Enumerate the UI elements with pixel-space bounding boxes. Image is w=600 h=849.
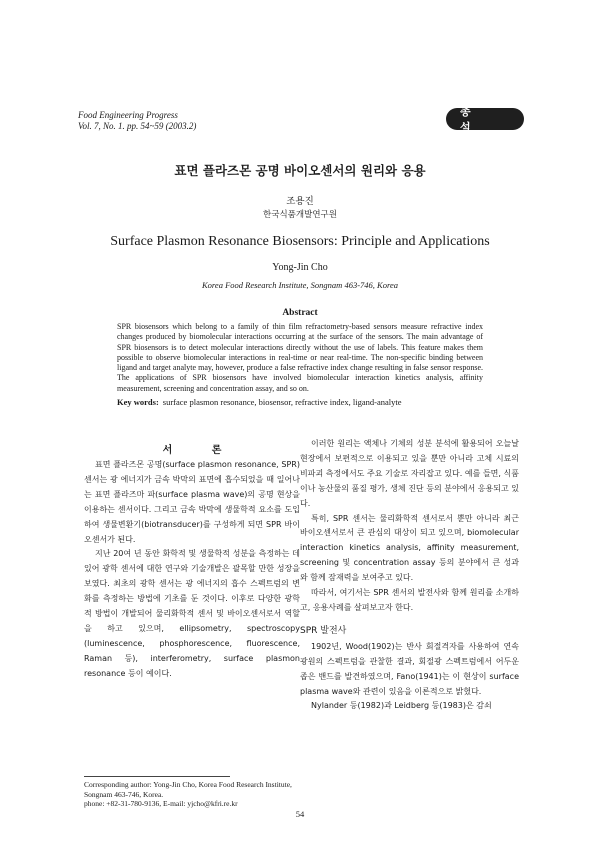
paragraph: 이러한 원리는 액체나 기체의 성분 분석에 활용되어 오늘날 현장에서 보편적으로 이용되고 있을 뿐만 아니라 고체 시료의 비파괴 측정에서도 주요 기술로 자리잡고 있다. 예를 들면, 식품이나 농산물의 품질 평가, 생체 진단 등의 분야에서 응용되고 있다. xyxy=(300,439,519,508)
paragraph: 지난 20여 년 동안 화학적 및 생물학적 성분을 측정하는 데 있어 광학 센서에 대한 연구와 기술개발은 괄목할 만한 성장을 보였다. 최초의 광학 센서는 광 에너지의 흡수 스펙트럼의 변화를 측정하는 방법에 기초를 둔 것이다. 이후로 다양한 광학적 방법이 개발되어 물리화학적 센서 및 바이오센서로서 역할을 하고 있으며, ellipsometry, spectroscopy (luminescence, phosphorescence, fluorescence, Raman 등), interferometry, surface plasmon resonance 등이 예이다. xyxy=(84,549,300,678)
keywords-text: surface plasmon resonance, biosensor, refractive index, ligand-analyte xyxy=(162,397,402,407)
section-heading-intro: 서 론 xyxy=(162,445,240,456)
footnote-contact: phone: +82-31-780-9136, E-mail: yjcho@kfri.re.kr xyxy=(84,799,238,809)
paragraph: 1902년, Wood(1902)는 반사 회절격자를 사용하여 연속광원의 스펙트럼을 관찰한 결과, 회절광 스펙트럼에서 어두운 좁은 밴드를 발견하였으며, Fano(1941)는 이 현상이 surface plasma wave와 관련이 있음을 이론적으로 밝혔다. xyxy=(300,641,519,696)
article-type-badge: 총 설 xyxy=(446,108,524,130)
paragraph: 따라서, 여기서는 SPR 센서의 발전사와 함께 원리를 소개하고, 응용사례를 살펴보고자 한다. xyxy=(300,588,519,612)
left-column xyxy=(84,458,300,682)
journal-name: Food Engineering Progress xyxy=(78,110,178,120)
footnote-rule xyxy=(84,776,230,777)
english-title: Surface Plasmon Resonance Biosensors: Principle and Applications xyxy=(110,234,490,249)
page-number: 54 xyxy=(295,809,305,819)
abstract-heading: Abstract xyxy=(282,308,318,318)
korean-title: 표면 플라즈몬 공명 바이오센서의 원리와 응용 xyxy=(174,163,426,178)
english-author: Yong-Jin Cho xyxy=(272,262,328,273)
abstract-body: SPR biosensors which belong to a family of thin film refractometry-based sensors measure refractive index changes produced by biomolecular interactions occurring at the surface of the sensors. The main advantage of SPR biosensors is to detect molecular interactions directly without the use of labels. This feature makes them possible to observe biomolecular interactions in real-time or near real-time. The non-specific binding between ligand and target analyte may, however, produce a false refractive index change resulting in false sensor response. The applications of SPR biosensors have involved biomolecular interaction kinetics analysis, affinity measurement, screening and concentration assay, and so on. xyxy=(117,322,483,393)
paragraph: 특히, SPR 센서는 물리화학적 센서로서 뿐만 아니라 최근 바이오센서로서 큰 관심의 대상이 되고 있으며, biomolecular interaction kinetics analysis, affinity measurement, screening 및 concentration assay 등의 분야에서 큰 성과와 함께 잠재력을 보여주고 있다. xyxy=(300,513,519,583)
paragraph: Nylander 등(1982)과 Leidberg 등(1983)은 감쇠 xyxy=(311,701,492,711)
english-affiliation: Korea Food Research Institute, Songnam 463-746, Korea xyxy=(202,280,398,290)
keywords-label: Key words: xyxy=(117,397,159,407)
keywords xyxy=(117,397,497,407)
right-column xyxy=(300,437,519,714)
subsection-heading: SPR 발전사 xyxy=(300,625,347,636)
footnote-author: Corresponding author: Yong-Jin Cho, Korea Food Research Institute, Songnam 463-746, Korea. xyxy=(84,780,292,799)
journal-citation: Vol. 7, No. 1. pp. 54~59 (2003.2) xyxy=(78,121,197,131)
paragraph: 표면 플라즈몬 공명(surface plasmon resonance, SPR) 센서는 광 에너지가 금속 박막의 표면에 흡수되었을 때 일어나는 표면 플라즈마 파(surface plasma wave)의 공명 현상을 이용하는 센서이다. 그리고 금속 박막에 생물학적 요소를 도입하여 생물변환기(biotransducer)를 구성하게 되면 SPR 바이오센서가 된다. xyxy=(84,460,300,544)
korean-author: 조용진 xyxy=(286,196,314,207)
journal-header xyxy=(78,110,196,132)
korean-affiliation: 한국식품개발연구원 xyxy=(263,210,337,220)
footnote xyxy=(84,780,304,809)
